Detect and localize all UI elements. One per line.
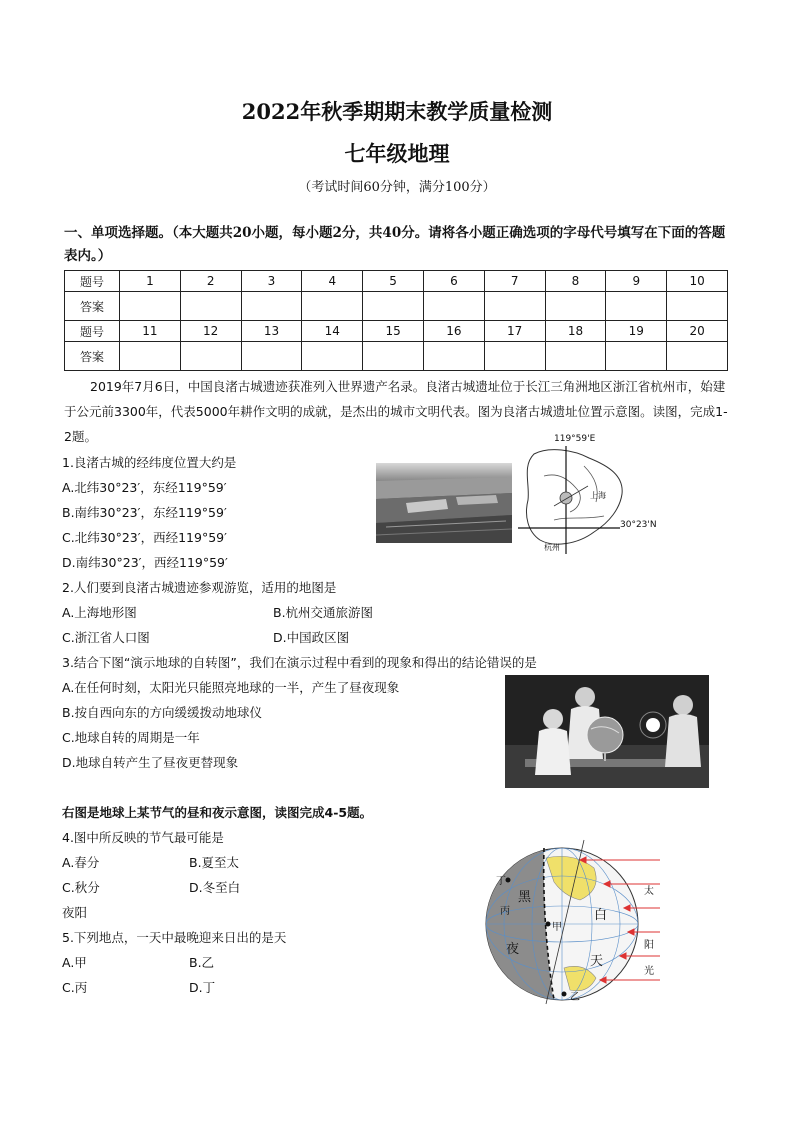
q5-option-d: D.丁 — [189, 980, 216, 995]
day-night-globe-figure — [484, 838, 664, 1006]
answer-table-number-row — [65, 321, 728, 342]
globe-label-yi: 乙 — [570, 992, 580, 1003]
q4-option-a: A.春分 — [62, 855, 100, 870]
answer-cell[interactable] — [667, 342, 728, 371]
answer-cell[interactable] — [241, 292, 302, 321]
q3-option-c: C.地球自转的周期是一年 — [62, 730, 200, 745]
answer-table-answer-row — [65, 292, 728, 321]
number-cell: 18 — [545, 321, 606, 342]
answer-cell[interactable] — [120, 292, 181, 321]
q1-option-d: D.南纬30°23′，西经119°59′ — [62, 555, 228, 570]
row-label-answer: 答案 — [65, 342, 120, 371]
q1-option-a: A.北纬30°23′，东经119°59′ — [62, 480, 227, 495]
answer-cell[interactable] — [302, 342, 363, 371]
intro-4-5: 右图是地球上某节气的昼和夜示意图，读图完成4-5题。 — [62, 805, 373, 820]
answer-cell[interactable] — [545, 292, 606, 321]
q5-option-a: A.甲 — [62, 955, 87, 970]
q4-option-d: D.冬至白 — [189, 880, 241, 895]
map-shanghai-label: 上海 — [590, 491, 606, 500]
q4-overflow-text: 夜阳 — [62, 905, 88, 920]
map-longitude-label: 119°59'E — [554, 434, 596, 444]
number-cell: 2 — [180, 271, 241, 292]
number-cell: 8 — [545, 271, 606, 292]
passage-1-2: 2019年7月6日，中国良渚古城遗迹获准列入世界遗产名录。良渚古城遗址位于长江三角洲地区浙江省杭州市，始建于公元前3300年，代表5000年耕作文明的成就，是杰出的城市文明代表。图为良渚古城遗址位置示意图。读图，完成1-2题。 — [64, 379, 728, 444]
answer-cell[interactable] — [423, 342, 484, 371]
row-label-number: 题号 — [65, 271, 120, 292]
number-cell: 6 — [423, 271, 484, 292]
answer-cell[interactable] — [423, 292, 484, 321]
answer-table-number-row — [65, 271, 728, 292]
number-cell: 12 — [180, 321, 241, 342]
exam-title: 2022年秋季期期末教学质量检测 — [241, 99, 553, 124]
q3-option-a: A.在任何时刻，太阳光只能照亮地球的一半，产生了昼夜现象 — [62, 680, 400, 695]
answer-table — [64, 270, 728, 371]
q2-option-d: D.中国政区图 — [273, 630, 350, 645]
exam-subtitle: 七年级地理 — [344, 141, 450, 166]
answer-cell[interactable] — [484, 292, 545, 321]
answer-cell[interactable] — [667, 292, 728, 321]
number-cell: 1 — [120, 271, 181, 292]
q3-option-d: D.地球自转产生了昼夜更替现象 — [62, 755, 239, 770]
question-5-stem: 5.下列地点，一天中最晚迎来日出的是天 — [62, 930, 287, 945]
number-cell: 7 — [484, 271, 545, 292]
question-4-stem: 4.图中所反映的节气最可能是 — [62, 830, 224, 845]
q5-option-c: C.丙 — [62, 980, 88, 995]
number-cell: 13 — [241, 321, 302, 342]
globe-label-hei: 黑 — [518, 890, 532, 905]
answer-cell[interactable] — [180, 342, 241, 371]
number-cell: 19 — [606, 321, 667, 342]
question-3-stem: 3.结合下图“演示地球的自转图”，我们在演示过程中看到的现象和得出的结论错误的是 — [62, 655, 537, 670]
number-cell: 17 — [484, 321, 545, 342]
section-heading: 一、单项选择题。（本大题共20小题，每小题2分，共40分。请将各小题正确选项的字母代号填写在下面的答题表内。） — [64, 225, 726, 264]
answer-cell[interactable] — [302, 292, 363, 321]
q2-option-b: B.杭州交通旅游图 — [273, 605, 374, 620]
answer-table-answer-row — [65, 342, 728, 371]
number-cell: 15 — [363, 321, 424, 342]
q1-option-c: C.北纬30°23′，西经119°59′ — [62, 530, 227, 545]
row-label-answer: 答案 — [65, 292, 120, 321]
row-label-number: 题号 — [65, 321, 120, 342]
q4-option-b: B.夏至太 — [189, 855, 240, 870]
q5-option-b: B.乙 — [189, 955, 215, 970]
globe-label-tian: 天 — [590, 954, 604, 969]
answer-cell[interactable] — [241, 342, 302, 371]
globe-label-bing: 丙 — [500, 906, 510, 917]
q2-option-c: C.浙江省人口图 — [62, 630, 150, 645]
answer-cell[interactable] — [606, 342, 667, 371]
q2-option-a: A.上海地形图 — [62, 605, 137, 620]
number-cell: 3 — [241, 271, 302, 292]
q1-option-b: B.南纬30°23′，东经119°59′ — [62, 505, 227, 520]
location-map — [514, 436, 664, 558]
number-cell: 20 — [667, 321, 728, 342]
globe-label-ye: 夜 — [506, 942, 520, 957]
number-cell: 16 — [423, 321, 484, 342]
globe-label-jia: 甲 — [552, 922, 562, 933]
number-cell: 14 — [302, 321, 363, 342]
question-1-stem: 1.良渚古城的经纬度位置大约是 — [62, 455, 237, 470]
q4-option-c: C.秋分 — [62, 880, 100, 895]
number-cell: 10 — [667, 271, 728, 292]
number-cell: 9 — [606, 271, 667, 292]
q3-option-b: B.按自西向东的方向缓缓拨动地球仪 — [62, 705, 263, 720]
number-cell: 4 — [302, 271, 363, 292]
answer-cell[interactable] — [545, 342, 606, 371]
number-cell: 11 — [120, 321, 181, 342]
answer-cell[interactable] — [484, 342, 545, 371]
answer-cell[interactable] — [606, 292, 667, 321]
map-hangzhou-label: 杭州 — [544, 543, 560, 552]
answer-cell[interactable] — [180, 292, 241, 321]
aerial-photo — [376, 463, 512, 543]
number-cell: 5 — [363, 271, 424, 292]
globe-label-ding: 丁 — [496, 876, 506, 887]
globe-label-guang: 光 — [644, 966, 654, 977]
question-2-stem: 2.人们要到良渚古城遗迹参观游览，适用的地图是 — [62, 580, 337, 595]
globe-label-bai: 白 — [594, 908, 608, 923]
answer-cell[interactable] — [363, 292, 424, 321]
exam-info: （考试时间60分钟，满分100分） — [298, 180, 496, 195]
earth-rotation-demo-photo — [505, 675, 709, 788]
answer-cell[interactable] — [363, 342, 424, 371]
globe-label-yang: 阳 — [644, 940, 654, 951]
map-latitude-label: 30°23'N — [620, 520, 657, 530]
globe-label-tai: 太 — [644, 886, 654, 897]
answer-cell[interactable] — [120, 342, 181, 371]
